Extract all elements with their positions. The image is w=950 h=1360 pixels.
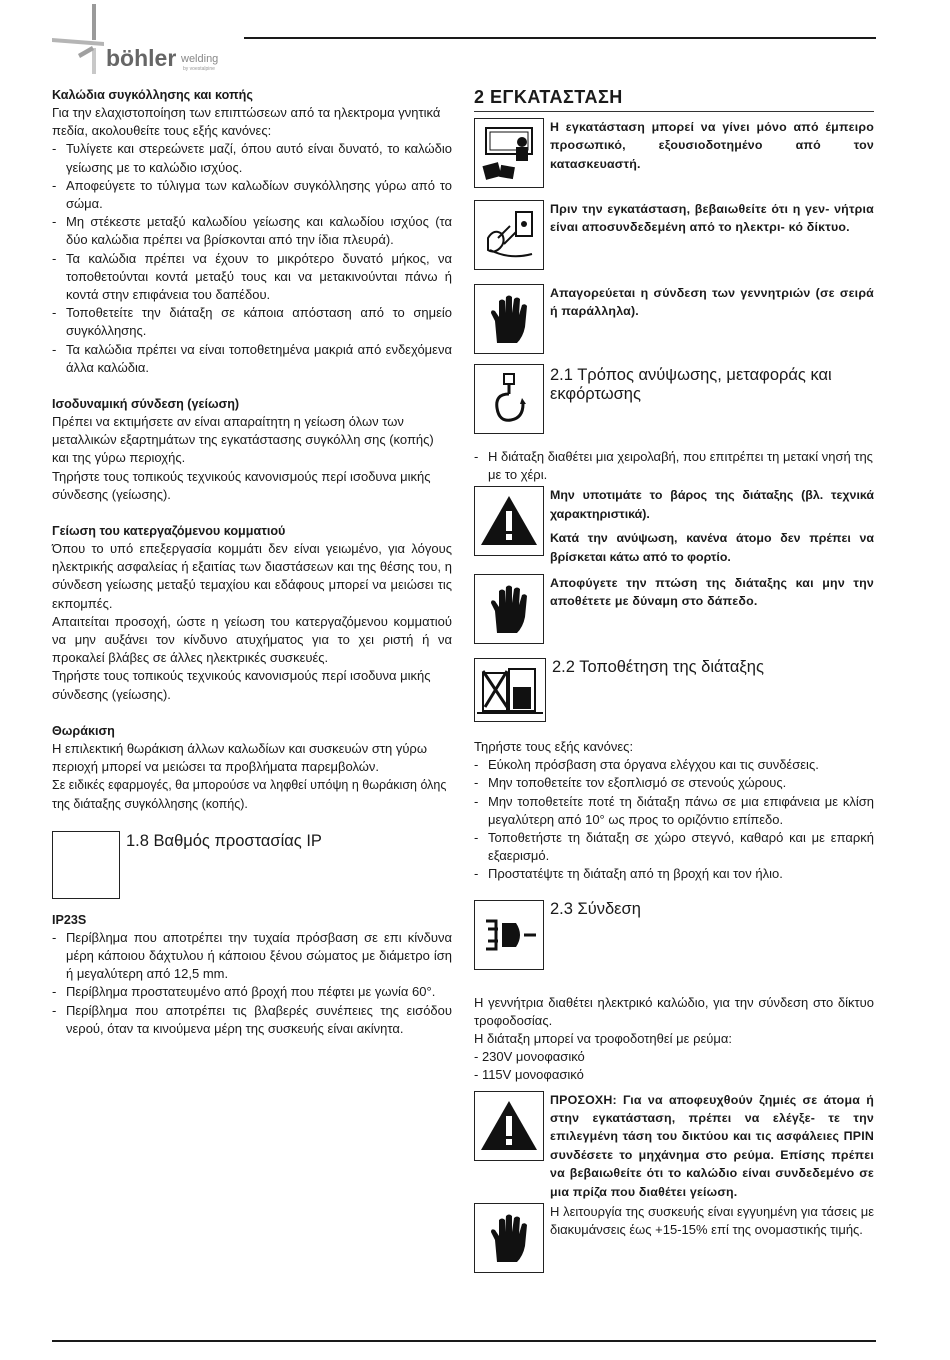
note-tolerance	[474, 1203, 874, 1273]
list-item: - Τυλίγετε και στερεώνετε μαζί, όπου αυτό είναι δυνατό, το καλώδιο γείωσης με το καλώδιο ισχύος.	[52, 140, 452, 176]
section-ip	[52, 911, 452, 1038]
list-item: - Προστατέψτε τη διάταξη από τη βροχή και τον ήλιο.	[474, 865, 874, 883]
bohler-logo	[52, 4, 242, 76]
unplug-icon	[474, 200, 544, 270]
load-warning: Κατά την ανύψωση, κανένα άτομο δεν πρέπει να βρίσκεται κάτω από το φορτίο.	[550, 531, 874, 564]
placement-title: 2.2 Τοποθέτηση της διάταξης	[552, 658, 764, 677]
list-item: - Η διάταξη διαθέτει μια χειρολαβή, που επιτρέπει τη μετακί νησή της με το χέρι.	[474, 448, 874, 484]
list-item: - Τα καλώδια πρέπει να έχουν το μικρότερο δυνατό μήκος, να τοποθετούνται κοντά μεταξύ τους και να μετακινούνται πάνω ή κοντά στην επιφάνεια του δαπέδου.	[52, 250, 452, 305]
tolerance-note: Η λειτουργία της συσκευής είναι εγγυημένη για τάσεις με διακυμάνσεις έως +15-15% επί της ονομαστικής τιμής.	[550, 1204, 874, 1238]
note-no-parallel	[474, 284, 874, 354]
equip-title: Ισοδυναμική σύνδεση (γείωση)	[52, 397, 240, 412]
footer-rule	[52, 1340, 876, 1342]
read-manual-icon	[474, 118, 544, 188]
warning-drop	[474, 574, 874, 644]
header-rule	[244, 37, 876, 39]
warning-voltage	[474, 1091, 874, 1201]
earth-title: Γείωση του κατεργαζόμενου κομματιού	[52, 524, 286, 539]
list-item: - Περίβλημα προστατευμένο από βροχή που πέφτει με γωνία 60°.	[52, 983, 452, 1001]
warning-weight	[474, 486, 874, 566]
placement-list	[474, 756, 874, 883]
section-cables	[52, 86, 452, 377]
list-item: - Περίβλημα που αποτρέπει την τυχαία πρόσβαση σε επι κίνδυνα μέρη κάποιου δάχτυλου ή κάποιου ξένου σώματος με διάμετρο ίση ή μεγαλύτερη από 12,5 mm.	[52, 929, 452, 984]
cables-title: Καλώδια συγκόλλησης και κοπής	[52, 88, 253, 102]
note-qualified-staff	[474, 118, 874, 188]
stop-hand-icon	[474, 284, 544, 354]
ip-code: IP23S	[52, 912, 87, 927]
list-item: - Εύκολη πρόσβαση στα όργανα ελέγχου και τις συνδέσεις.	[474, 756, 874, 774]
lifting-hook-icon	[474, 364, 544, 434]
ip-title: 1.8 Βαθμός προστασίας IP	[126, 831, 322, 850]
section-placement-heading	[474, 658, 874, 722]
section-connection-heading	[474, 900, 874, 970]
earth-p3: Τηρήστε τους τοπικούς τεχνικούς κανονισμούς περί ισοδυνα μικής σύνδεσης (γείωσης).	[52, 668, 431, 702]
placement-intro: Τηρήστε τους εξής κανόνες:	[474, 739, 634, 755]
shield-p1: Η επιλεκτική θωράκιση άλλων καλωδίων και συσκευών στη γύρω περιοχή μπορεί να μειώσει τα προβλήματα παρεμβολών.	[52, 740, 427, 775]
list-item: - Μην τοποθετείτε ποτέ τη διάταξη πάνω σε μια επιφάνεια με κλίση μεγαλύτερη από 10° ως προς το οριζόντιο επίπεδο.	[474, 793, 874, 829]
voltage-warning: ΠΡΟΣΟΧΗ: Για να αποφευχθούν ζημιές σε άτομα ή στην εγκατάσταση, πρέπει να ελέγξε- τε την επιλεγμένη τάση του δικτύου και τις ασφάλειες ΠΡΙΝ συνδέσετε το μηχάνημα στο ρεύμα. Επίσης πρέπει να βεβαιωθείτε ότι το καλώδιο είναι συνδεδεμένο σε μια πρίζα που διαθέτει γείωση.	[550, 1092, 874, 1199]
section-earthing	[52, 522, 452, 704]
connection-p1: Η γεννήτρια διαθέτει ηλεκτρικό καλώδιο, για την σύνδεση στο δίκτυο τροφοδοσίας.	[474, 994, 874, 1028]
placement-icon	[474, 658, 546, 722]
section-equipotential	[52, 395, 452, 504]
cables-intro: Για την ελαχιστοποίηση των επιπτώσεων από τα ηλεκτρομα γνητικά πεδία, ακολουθείτε τους εξής κανόνες:	[52, 105, 441, 139]
ip-heading-row	[52, 831, 452, 899]
ip-symbol-box	[52, 831, 120, 899]
list-item: - Τοποθετείτε την διάταξη σε κάποια απόσταση από το σημείο συγκόλλησης.	[52, 304, 452, 340]
stop-hand-icon	[474, 574, 544, 644]
list-item: - Μην τοποθετείτε τον εξοπλισμό σε στενούς χώρους.	[474, 774, 874, 792]
lifting-list	[474, 448, 874, 484]
list-item: - Μη στέκεστε μεταξύ καλωδίου γείωσης και καλωδίου ισχύος (τα δύο καλώδια πρέπει να βρίσκονται από την ίδια πλευρά).	[52, 213, 452, 249]
list-item: - Τα καλώδια πρέπει να είναι τοποθετημένα μακριά από ενδεχόμενα άλλα καλώδια.	[52, 341, 452, 377]
voltage-230: - 230V μονοφασικό	[474, 1049, 585, 1065]
earth-p1: Όπου το υπό επεξεργασία κομμάτι δεν είναι γειωμένο, για λόγους ηλεκτρικής ασφαλείας ή εξαιτίας των διαστάσεων και της θέσης του, η σύνδεση γείωσης μεταξύ τεμαχίου και εδάφους μπορεί να μειώσει τις εκπομπές.	[52, 541, 452, 611]
lifting-title: 2.1 Τρόπος ανύψωσης, μεταφοράς και εκφόρτωσης	[550, 366, 832, 403]
connection-p2: Η διάταξη μπορεί να τροφοδοτηθεί με ρεύμα:	[474, 1031, 733, 1047]
voltage-115: - 115V μονοφασικό	[474, 1067, 584, 1083]
note-3: Απαγορεύεται η σύνδεση των γεννητριών (σε σειρά ή παράλληλα).	[550, 286, 874, 319]
stop-hand-icon	[474, 1203, 544, 1273]
right-column	[474, 86, 874, 1273]
equip-p2: Τηρήστε τους τοπικούς τεχνικούς κανονισμούς περί ισοδυνα μικής σύνδεσης (γείωσης).	[52, 468, 431, 502]
note-1: Η εγκατάσταση μπορεί να γίνει μόνο από έμπειρο προσωπικό, εξουσιοδοτημένο από τον κατασκευαστή.	[550, 120, 874, 171]
shield-p2: Σε ειδικές εφαρμογές, θα μπορούσε να ληφθεί υπόψη η θωράκιση όλης της διάταξης συγκόλλησης (κοπής).	[52, 778, 447, 811]
note-disconnect	[474, 200, 874, 270]
list-item: - Τοποθετήστε τη διάταξη σε χώρο στεγνό, καθαρό και με επαρκή εξαερισμό.	[474, 829, 874, 865]
weight-warning: Μην υποτιμάτε το βάρος της διάταξης (βλ. τεχνικά χαρακτηριστικά).	[550, 488, 874, 521]
equip-p1: Πρέπει να εκτιμήσετε αν είναι απαραίτητη η γείωση όλων των μεταλλικών εξαρτημάτων της εγκατάστασης συγκόλλη σης (κοπής) και της γύρω περιοχής.	[52, 414, 434, 466]
logo-brand: böhler	[106, 45, 177, 71]
ip-list	[52, 929, 452, 1038]
warning-triangle-icon	[474, 486, 544, 556]
logo-sub: welding	[181, 53, 219, 65]
section-lifting-heading	[474, 364, 874, 434]
installation-title: 2 ΕΓΚΑΤΑΣΤΑΣΗ	[474, 86, 874, 112]
section-shielding	[52, 722, 452, 813]
left-column	[52, 86, 452, 1038]
earth-p2: Απαιτείται προσοχή, ώστε η γείωση του κατεργαζόμενου κομματιού να μην αυξάνει τον κίνδυνο ατυχήματος για το χει ριστή ή να προκαλεί βλάβες σε άλλες ηλεκτρικές συσκευές.	[52, 613, 452, 666]
shield-title: Θωράκιση	[52, 723, 115, 738]
drop-warning: Αποφύγετε την πτώση της διάταξης και μην την αποθέτετε με δύναμη στο δάπεδο.	[550, 576, 874, 609]
connection-title: 2.3 Σύνδεση	[550, 899, 641, 918]
plug-icon	[474, 900, 544, 970]
note-2: Πριν την εγκατάσταση, βεβαιωθείτε ότι η γεν- νήτρια είναι αποσυνδεδεμένη από το ηλεκτρι- κό δίκτυο.	[550, 202, 874, 235]
warning-triangle-icon	[474, 1091, 544, 1161]
list-item: - Περίβλημα που αποτρέπει τις βλαβερές συνέπειες της εισόδου νερού, όταν τα κινούμενα μέρη της συσκευής είναι ακίνητα.	[52, 1002, 452, 1038]
list-item: - Αποφεύγετε το τύλιγμα των καλωδίων συγκόλλησης γύρω από το σώμα.	[52, 177, 452, 213]
logo-byline: by voestalpine	[183, 66, 215, 72]
cables-list	[52, 140, 452, 377]
